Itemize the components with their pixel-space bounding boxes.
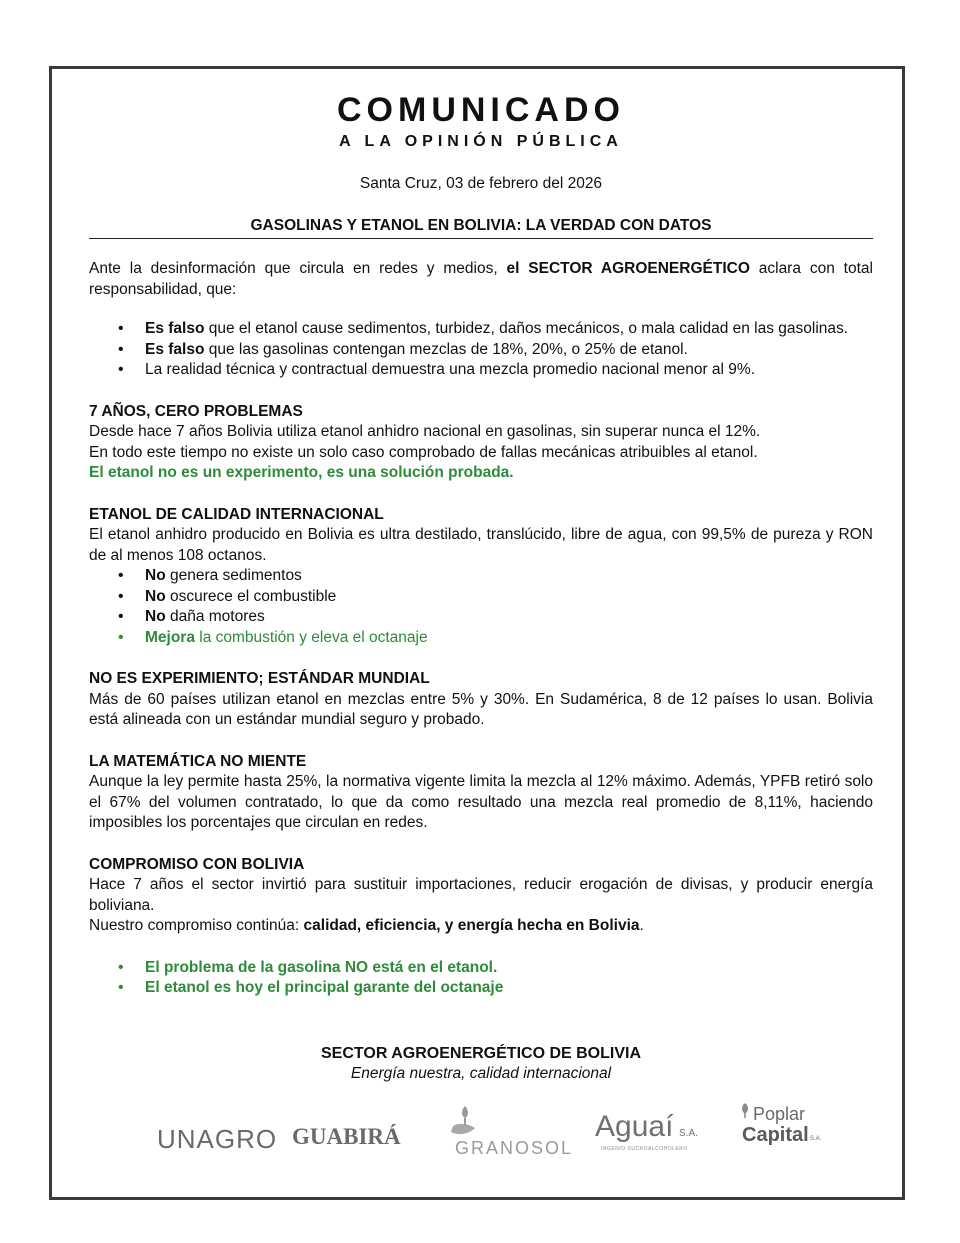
list-item: • El problema de la gasolina NO está en el etanol. [89,958,873,979]
list-item: • Es falso que el etanol cause sedimentos, turbidez, daños mecánicos, o mala calidad en las gasolinas. [89,319,873,340]
section-paragraph: Desde hace 7 años Bolivia utiliza etanol anhidro nacional en gasolinas, sin superar nunca el 12%. [89,423,761,440]
list-item: • Mejora la combustión y eleva el octanaje [89,628,873,649]
intro-paragraph: Ante la desinformación que circula en redes y medios, el SECTOR AGROENERGÉTICO aclara con total responsabilidad, que: [89,260,873,298]
section-title: COMPROMISO CON BOLIVIA [89,855,305,873]
leaf-hand-icon [445,1102,485,1142]
communique [89,90,873,1084]
document-date: Santa Cruz, 03 de febrero del 2026 [359,175,603,192]
conclusions-list [89,958,873,999]
aguai-logo: Aguaí S.A. INGENIO SUCROALCOHOLERO [595,1110,698,1152]
section-title: LA MATEMÁTICA NO MIENTE [89,752,307,770]
poplar-capital-logo: Poplar Capital S.A. [738,1100,828,1160]
highlight-text: El etanol no es un experimento, es una solución probada. [89,464,514,481]
list-item: • La realidad técnica y contractual demuestra una mezcla promedio nacional menor al 9%. [89,360,873,381]
facts-list [89,319,873,381]
list-item: • El etanol es hoy el principal garante del octanaje [89,978,873,999]
document-subtitle: A LA OPINIÓN PÚBLICA [339,133,623,150]
signature-name: SECTOR AGROENERGÉTICO DE BOLIVIA [320,1044,642,1062]
section-paragraph: Aunque la ley permite hasta 25%, la normativa vigente limita la mezcla al 12% máximo. Además, YPFB retiró solo el 67% del volumen contratado, lo que da como resultado una mezcla real promedio de 8,11%, haciendo imposibles los porcentajes que circulan en redes. [89,773,873,831]
section-title: 7 AÑOS, CERO PROBLEMAS [89,402,303,420]
list-item: • No genera sedimentos [89,566,873,587]
commitment-paragraph: Nuestro compromiso continúa: calidad, eficiencia, y energía hecha en Bolivia. [89,917,644,934]
list-item: • No daña motores [89,607,873,628]
unagro-logo: UNAGRO [157,1124,278,1154]
section-title: ETANOL DE CALIDAD INTERNACIONAL [89,505,384,523]
section-paragraph: En todo este tiempo no existe un solo caso comprobado de fallas mecánicas atribuibles al etanol. [89,443,758,461]
signature-tagline: Energía nuestra, calidad internacional [350,1064,612,1082]
list-item: • Es falso que las gasolinas contengan mezclas de 18%, 20%, o 25% de etanol. [89,340,873,361]
signature-block [89,1043,873,1084]
section-paragraph: Hace 7 años el sector invirtió para sustituir importaciones, reducir erogación de divisas, y producir energía boliviana. [89,876,873,914]
quality-list [89,566,873,648]
section-paragraph: El etanol anhidro producido en Bolivia es ultra destilado, translúcido, libre de agua, con 99,5% de pureza y RON de al menos 108 octanos. [89,526,873,564]
guabira-logo: GUABIRÁ [292,1124,401,1149]
section-paragraph: Más de 60 países utilizan etanol en mezclas entre 5% y 30%. En Sudamérica, 8 de 12 países lo usan. Bolivia está alineada con un estándar mundial seguro y probado. [89,690,873,728]
document-title: COMUNICADO [337,91,625,129]
granosol-logo: GRANOSOL [445,1102,575,1162]
section-title: NO ES EXPERIMIENTO; ESTÁNDAR MUNDIAL [89,670,430,687]
tree-icon [738,1102,752,1118]
list-item: • No oscurece el combustible [89,587,873,608]
sponsor-logos [140,1100,840,1170]
headline: GASOLINAS Y ETANOL EN BOLIVIA: LA VERDAD CON DATOS [89,216,873,239]
